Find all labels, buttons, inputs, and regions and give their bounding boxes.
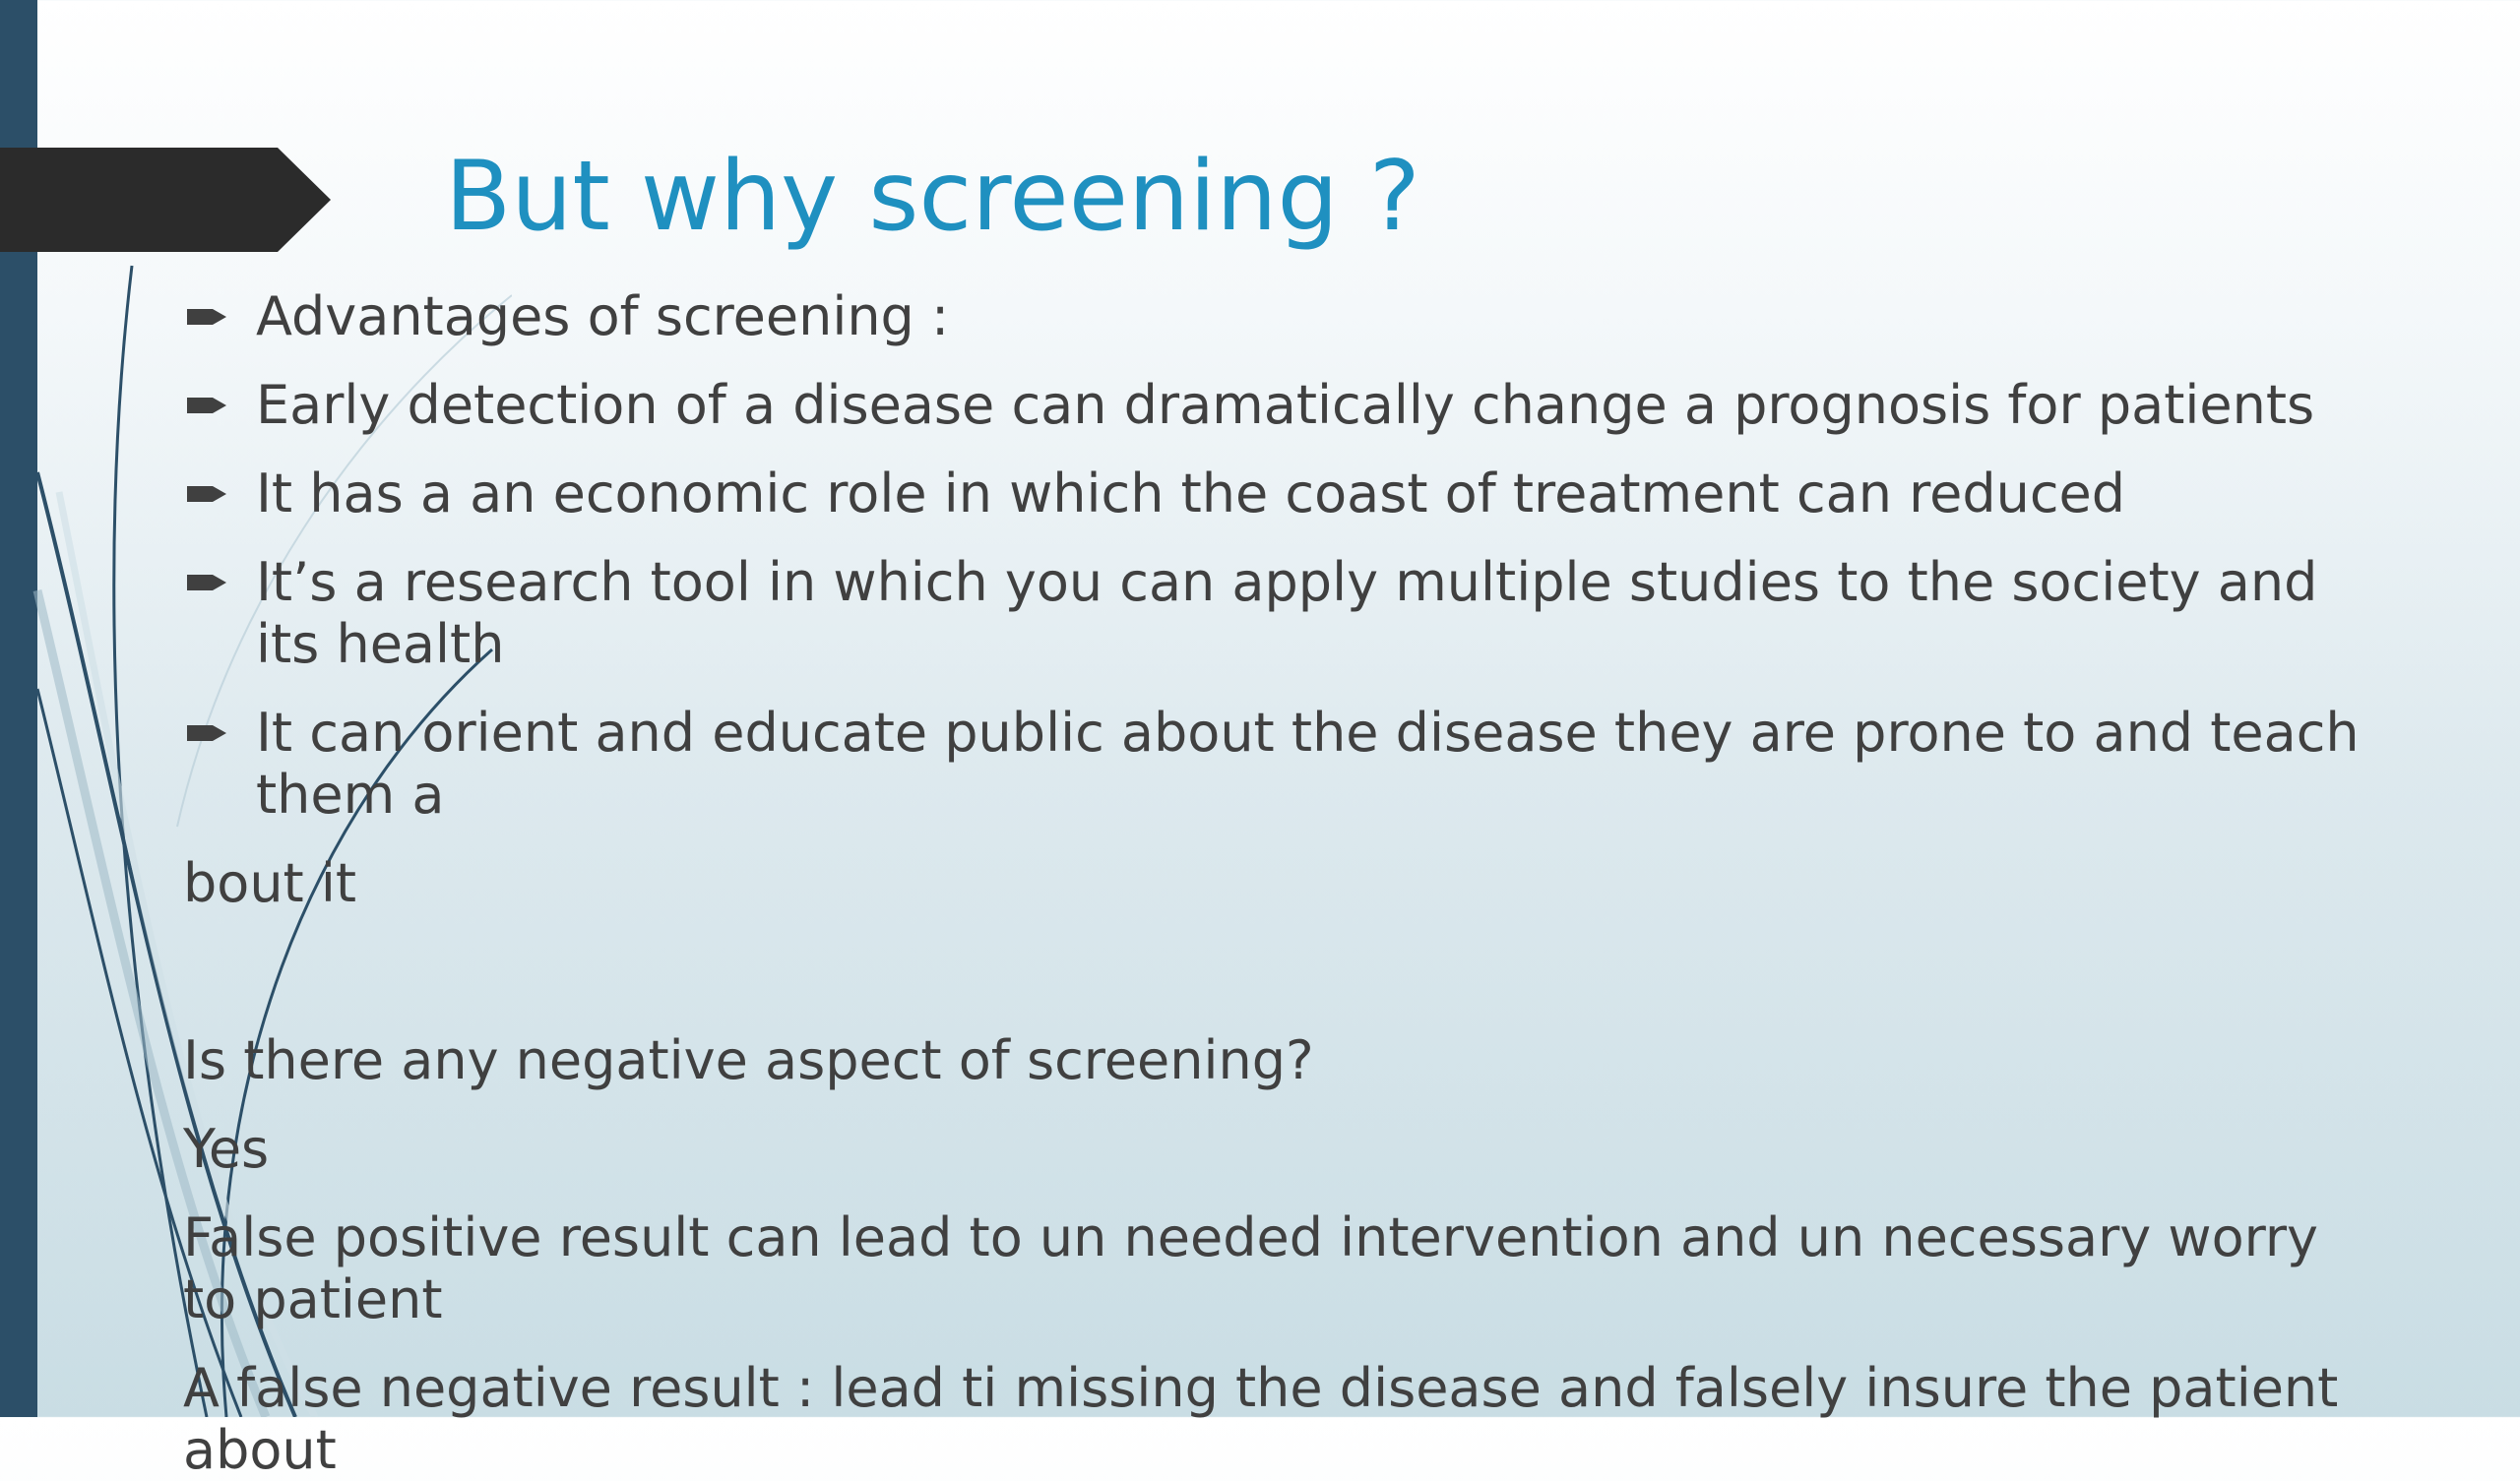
bullet-item-economic-role [183, 463, 2388, 525]
bullet-text: It’s a research tool in which you can apply multiple studies to the society and its health [256, 551, 2318, 675]
bullet-item-educate-public [183, 702, 2388, 826]
paragraph-answer-yes: Yes [183, 1118, 270, 1180]
bullet-text: Early detection of a disease can dramatically change a prognosis for patients [256, 374, 2315, 436]
bullet-text: Advantages of screening : [256, 285, 950, 347]
paragraph-false-negative: A false negative result : lead ti missing the disease and falsely insure the patient about [183, 1357, 2339, 1481]
arrow-bullet-icon [187, 306, 226, 328]
arrow-bullet-icon [187, 572, 226, 593]
paragraph-false-positive: False positive result can lead to un needed intervention and un necessary worry to patient [183, 1206, 2319, 1330]
bullet-list [183, 285, 2388, 826]
arrow-bullet-icon [187, 483, 226, 505]
paragraph-bout-it: bout it [183, 852, 357, 914]
slide-title: But why screening ? [445, 141, 1420, 253]
bullet-item-research-tool [183, 551, 2388, 675]
paragraph-negative-question: Is there any negative aspect of screening? [183, 1029, 1314, 1091]
title-tab-shape [0, 148, 331, 252]
bullet-item-early-detection [183, 374, 2388, 436]
arrow-bullet-icon [187, 395, 226, 416]
bullet-item-advantages [183, 285, 2388, 347]
bullet-text: It has a an economic role in which the coast of treatment can reduced [256, 463, 2126, 525]
arrow-bullet-icon [187, 722, 226, 744]
slide-body [183, 285, 2388, 1481]
bullet-text: It can orient and educate public about the disease they are prone to and teach them a [256, 702, 2360, 826]
